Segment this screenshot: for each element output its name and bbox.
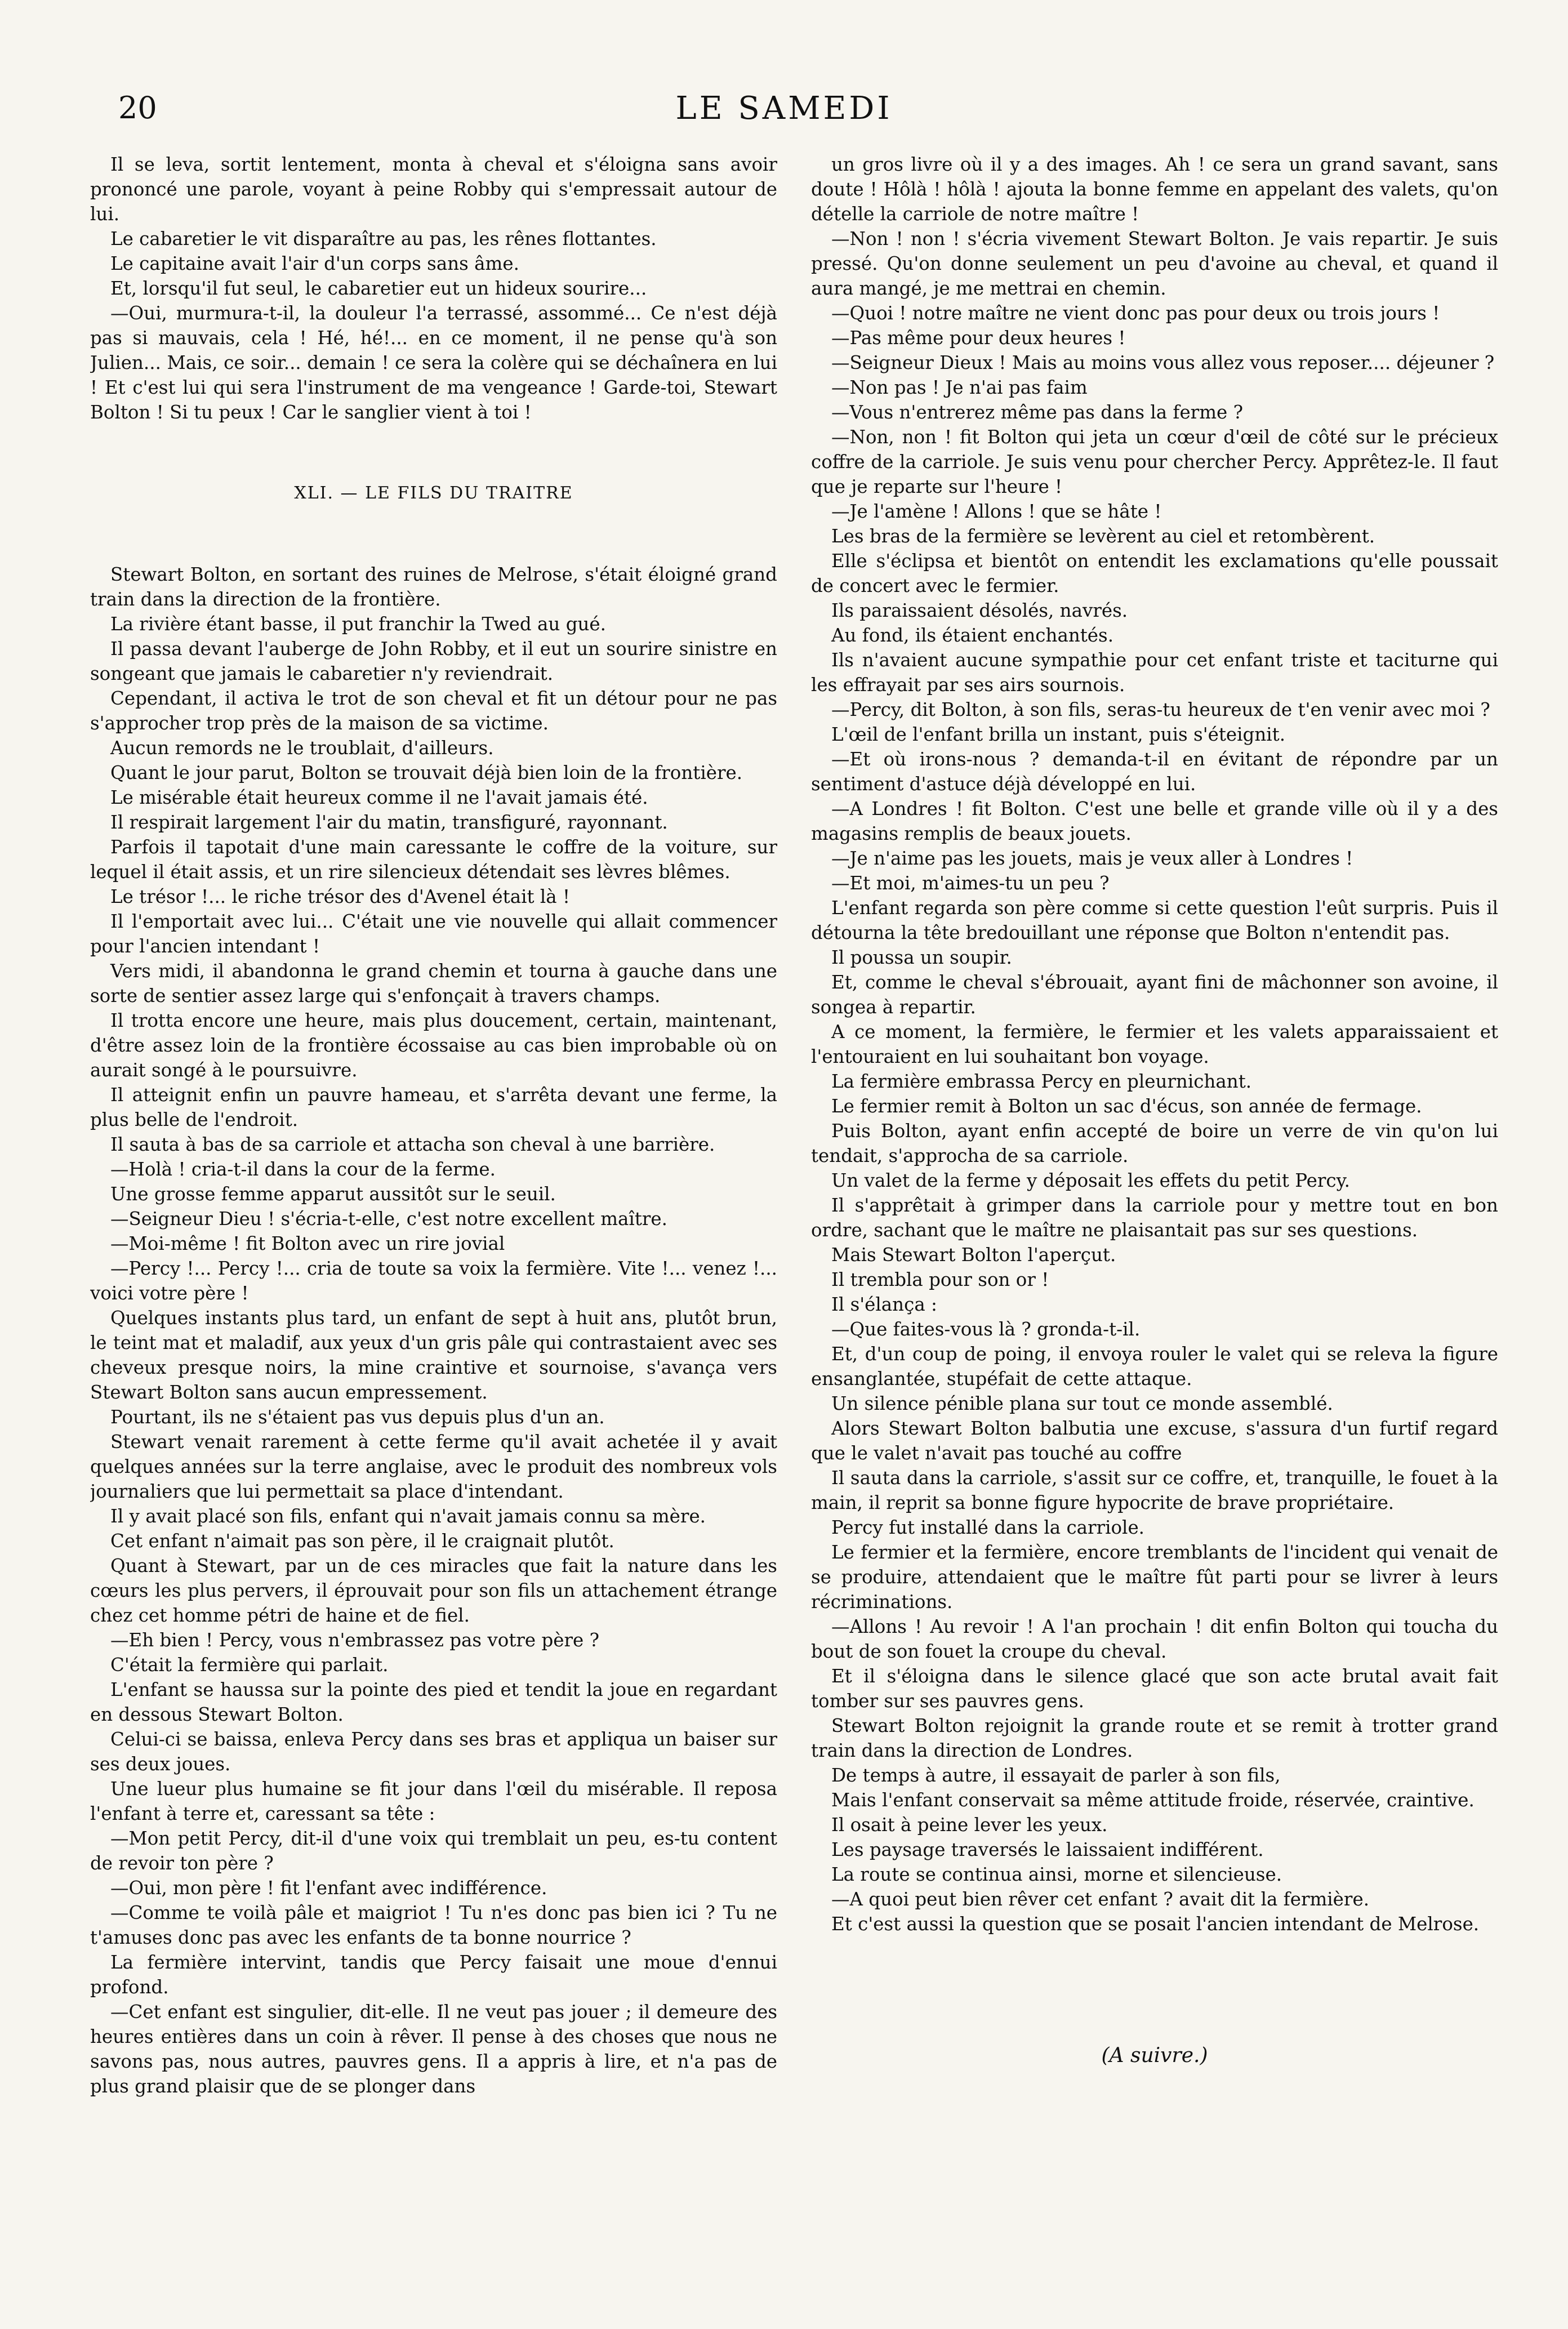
paragraph: —Quoi ! notre maître ne vient donc pas pour deux ou trois jours ! [831,302,1440,324]
paragraph: —Comme te voilà pâle et maigriot ! Tu n'es donc pas bien ici ? Tu ne t'amuses donc pas avec les enfants de ta bonne nourrice ? [90,1902,777,1948]
paragraph: Ils paraissaient désolés, navrés. [831,600,1128,621]
paragraph: Et, comme le cheval s'ébrouait, ayant fini de mâchonner son avoine, il songea à repartir. [811,972,1498,1018]
paragraph: La fermière intervint, tandis que Percy faisait une moue d'ennui profond. [90,1952,777,1998]
paragraph: —A quoi peut bien rêver cet enfant ? avait dit la fermière. [831,1889,1370,1910]
paragraph: Ils n'avaient aucune sympathie pour cet enfant triste et taciturne qui les effrayait par ses airs sournois. [811,649,1498,696]
paragraph: Un silence pénible plana sur tout ce monde assemblé. [831,1393,1333,1414]
paragraph: —Percy, dit Bolton, à son fils, seras-tu heureux de t'en venir avec moi ? [831,699,1490,720]
paragraph: Mais Stewart Bolton l'aperçut. [831,1244,1116,1266]
paragraph: Elle s'éclipsa et bientôt on entendit les exclamations qu'elle poussait de concert avec le fermier. [811,550,1498,596]
paragraph: —A Londres ! fit Bolton. C'est une belle et grande ville où il y a des magasins remplis de beaux jouets. [811,798,1498,844]
paragraph: Le cabaretier le vit disparaître au pas, les rênes flottantes. [110,228,657,250]
paragraph: —Et où irons-nous ? demanda-t-il en évitant de répondre par un sentiment d'astuce déjà développé en lui. [811,749,1498,795]
paragraph: Quant le jour parut, Bolton se trouvait déjà bien loin de la frontière. [110,762,743,783]
paragraph: Il passa devant l'auberge de John Robby, et il eut un sourire sinistre en songeant que jamais le cabaretier n'y reviendrait. [90,638,777,684]
paragraph: —Mon petit Percy, dit-il d'une voix qui tremblait un peu, es-tu content de revoir ton père ? [90,1828,777,1874]
paragraph: —Et moi, m'aimes-tu un peu ? [831,872,1110,894]
right-section [811,152,1498,1936]
paragraph: Parfois il tapotait d'une main caressante le coffre de la voiture, sur lequel il était assis, et un rire silencieux détendait ses lèvres blêmes. [90,836,777,883]
paragraph: Le fermier et la fermière, encore tremblants de l'incident qui venait de se produire, attendaient que le maître fût parti pour se livrer à leurs récriminations. [811,1542,1498,1613]
paragraph: Alors Stewart Bolton balbutia une excuse, s'assura d'un furtif regard que le valet n'avait pas touché au coffre [811,1418,1498,1464]
right-column [811,152,1498,2281]
paragraph: Il poussa un soupir. [831,947,1012,968]
paragraph: Quant à Stewart, par un de ces miracles que fait la nature dans les cœurs les plus pervers, il éprouvait pour son fils un attachement étrange chez cet homme pétri de haine et de fiel. [90,1555,777,1626]
paragraph: —Oui, mon père ! fit l'enfant avec indifférence. [110,1877,547,1899]
paragraph: Il respirait largement l'air du matin, transfiguré, rayonnant. [110,812,668,833]
paragraph: Puis Bolton, ayant enfin accepté de boire un verre de vin qu'on lui tendait, s'approcha de sa carriole. [811,1120,1498,1166]
paragraph: Stewart Bolton rejoignit la grande route et se remit à trotter grand train dans la direction de Londres. [811,1715,1498,1761]
paragraph: C'était la fermière qui parlait. [110,1654,389,1676]
paragraph: Et, d'un coup de poing, il envoya rouler le valet qui se releva la figure ensanglantée, stupéfait de cette attaque. [811,1343,1498,1390]
paragraph: L'enfant regarda son père comme si cette question l'eût surpris. Puis il détourna la tête bredouillant une réponse que Bolton n'entendit pas. [811,897,1498,943]
paragraph: Il y avait placé son fils, enfant qui n'avait jamais connu sa mère. [110,1506,706,1527]
paragraph: Celui-ci se baissa, enleva Percy dans ses bras et appliqua un baiser sur ses deux joues. [90,1729,777,1775]
paragraph: Percy fut installé dans la carriole. [831,1517,1145,1538]
paragraph: Vers midi, il abandonna le grand chemin et tourna à gauche dans une sorte de sentier assez large qui s'enfonçait à travers champs. [90,960,777,1007]
paragraph: A ce moment, la fermière, le fermier et les valets apparaissaient et l'entouraient en lui souhaitant bon voyage. [811,1021,1498,1067]
paragraph: —Je n'aime pas les jouets, mais je veux aller à Londres ! [831,848,1353,869]
paragraph: un gros livre où il y a des images. Ah ! ce sera un grand savant, sans doute ! Hôlà ! hôlà ! ajouta la bonne femme en appelant des valets, qu'on dételle la carriole de notre maître ! [811,154,1498,225]
paragraph: —Que faites-vous là ? gronda-t-il. [831,1319,1141,1340]
paragraph: Le trésor !... le riche trésor des d'Avenel était là ! [110,886,571,907]
paragraph: Cet enfant n'aimait pas son père, il le craignait plutôt. [110,1530,614,1552]
paragraph: Les paysage traversés le laissaient indifférent. [831,1839,1264,1860]
paragraph: —Percy !... Percy !... cria de toute sa voix la fermière. Vite !... venez !... voici votre père ! [90,1258,777,1304]
paragraph: La fermière embrassa Percy en pleurnichant. [831,1071,1252,1092]
paragraph: —Je l'amène ! Allons ! que se hâte ! [831,501,1162,522]
paragraph: Quelques instants plus tard, un enfant de sept à huit ans, plutôt brun, le teint mat et maladif, aux yeux d'un gris pâle qui contrastaient avec ses cheveux presque noirs, la mine craintive et sournoise, s'avança vers Stewart Bolton sans aucun empressement. [90,1307,777,1403]
paragraph: Les bras de la fermière se levèrent au ciel et retombèrent. [831,526,1375,547]
paragraph: De temps à autre, il essayait de parler à son fils, [831,1765,1281,1786]
paragraph: —Eh bien ! Percy, vous n'embrassez pas votre père ? [110,1629,600,1651]
paragraph: —Non ! non ! s'écria vivement Stewart Bolton. Je vais repartir. Je suis pressé. Qu'on donne seulement un peu d'avoine au cheval, et quand il aura mangé, je me mettrai en chemin. [811,228,1498,299]
paragraph: Une grosse femme apparut aussitôt sur le seuil. [110,1183,556,1205]
paragraph: Et, lorsqu'il fut seul, le cabaretier eut un hideux sourire... [110,278,647,299]
page-number: 20 [118,90,157,126]
paragraph: Il sauta dans la carriole, s'assit sur ce coffre, et, tranquille, le fouet à la main, il reprit sa bonne figure hypocrite de brave propriétaire. [811,1467,1498,1513]
paragraph: —Non, non ! fit Bolton qui jeta un cœur d'œil de côté sur le précieux coffre de la carriole. Je suis venu pour chercher Percy. Apprêtez-le. Il faut que je reparte sur l'heure ! [811,426,1498,497]
paragraph: Et il s'éloigna dans le silence glacé que son acte brutal avait fait tomber sur ses pauvres gens. [811,1666,1498,1712]
paragraph: Il l'emportait avec lui... C'était une vie nouvelle qui allait commencer pour l'ancien intendant ! [90,911,777,957]
paragraph: —Allons ! Au revoir ! A l'an prochain ! dit enfin Bolton qui toucha du bout de son fouet la croupe du cheval. [811,1616,1498,1662]
paragraph: Pourtant, ils ne s'étaient pas vus depuis plus d'un an. [110,1406,605,1428]
chapter-heading: XLI. — LE FILS DU TRAITRE [294,483,573,503]
to-be-continued: (A suivre.) [1101,2044,1208,2067]
paragraph: Stewart venait rarement à cette ferme qu'il avait achetée il y avait quelques années sur la terre anglaise, avec le produit des nombreux vols journaliers que lui permettait sa place d'intendant. [90,1431,777,1502]
paragraph: La rivière étant basse, il put franchir la Twed au gué. [110,613,606,635]
paragraph: Au fond, ils étaient enchantés. [831,625,1114,646]
paragraph: Le fermier remit à Bolton un sac d'écus, son année de fermage. [831,1096,1422,1117]
paragraph: Le capitaine avait l'air d'un corps sans âme. [110,253,519,274]
paragraph: Le misérable était heureux comme il ne l'avait jamais été. [110,787,648,808]
paragraph: L'enfant se haussa sur la pointe des pied et tendit la joue en regardant en dessous Stewart Bolton. [90,1679,777,1725]
paragraph: Un valet de la ferme y déposait les effets du petit Percy. [831,1170,1350,1191]
paragraph: Il atteignit enfin un pauvre hameau, et s'arrêta devant une ferme, la plus belle de l'endroit. [90,1084,777,1130]
intro-section [90,152,777,425]
paragraph: —Non pas ! Je n'ai pas faim [831,377,1088,398]
paragraph: Aucun remords ne le troublait, d'ailleurs. [110,737,494,759]
paragraph: —Holà ! cria-t-il dans la cour de la ferme. [110,1159,496,1180]
paragraph: —Vous n'entrerez même pas dans la ferme ? [831,402,1244,423]
paragraph: L'œil de l'enfant brilla un instant, puis s'éteignit. [831,724,1286,745]
paragraph: Il sauta à bas de sa carriole et attacha son cheval à une barrière. [110,1134,715,1155]
paragraph: Mais l'enfant conservait sa même attitude froide, réservée, craintive. [831,1789,1475,1811]
paragraph: Il se leva, sortit lentement, monta à cheval et s'éloigna sans avoir prononcé une parole, voyant à peine Robby qui s'empressait autour de lui. [90,154,777,225]
paragraph: Cependant, il activa le trot de son cheval et fit un détour pour ne pas s'approcher trop près de la maison de sa victime. [90,688,777,734]
paragraph: —Cet enfant est singulier, dit-elle. Il ne veut pas jouer ; il demeure des heures entières dans un coin à rêver. Il pense à des choses que nous ne savons pas, nous autres, pauvres gens. Il a appris à lire, et n'a pas de plus grand plaisir que de se plonger dans [90,2001,777,2097]
page-header [84,84,1484,130]
paragraph: Et c'est aussi la question que se posait l'ancien intendant de Melrose. [831,1913,1480,1935]
paragraph: La route se continua ainsi, morne et silencieuse. [831,1864,1282,1885]
paragraph: Il s'élança : [831,1294,937,1315]
left-column [90,152,777,2281]
journal-title: LE SAMEDI [675,90,893,127]
paragraph: —Moi-même ! fit Bolton avec un rire jovial [110,1233,505,1254]
paragraph: Il s'apprêtait à grimper dans la carriole pour y mettre tout en bon ordre, sachant que le maître ne plaisantait pas sur ses questions. [811,1195,1498,1241]
paragraph: —Seigneur Dieu ! s'écria-t-elle, c'est notre excellent maître. [110,1208,667,1230]
paragraph: Stewart Bolton, en sortant des ruines de Melrose, s'était éloigné grand train dans la direction de la frontière. [90,564,777,610]
paragraph: Il trotta encore une heure, mais plus doucement, certain, maintenant, d'être assez loin de la frontière écossaise au cas bien improbable où on aurait songé à le poursuivre. [90,1010,777,1081]
paragraph: —Pas même pour deux heures ! [831,327,1126,349]
paragraph: Une lueur plus humaine se fit jour dans l'œil du misérable. Il reposa l'enfant à terre et, caressant sa tête : [90,1778,777,1824]
chapter-section [90,562,777,2099]
paragraph: Il trembla pour son or ! [831,1269,1049,1290]
paragraph: Il osait à peine lever les yeux. [831,1814,1108,1836]
paragraph: —Oui, murmura-t-il, la douleur l'a terrassé, assommé... Ce n'est déjà pas si mauvais, cela ! Hé, hé!... en ce moment, il ne pense qu'à son Julien... Mais, ce soir... demain ! ce sera la colère qui se déchaînera en lui ! Et c'est lui qui sera l'instrument de ma vengeance ! Garde-toi, Stewart Bolton ! Si tu peux ! Car le sanglier vient à toi ! [90,302,777,423]
paragraph: —Seigneur Dieux ! Mais au moins vous allez vous reposer.... déjeuner ? [831,352,1495,373]
